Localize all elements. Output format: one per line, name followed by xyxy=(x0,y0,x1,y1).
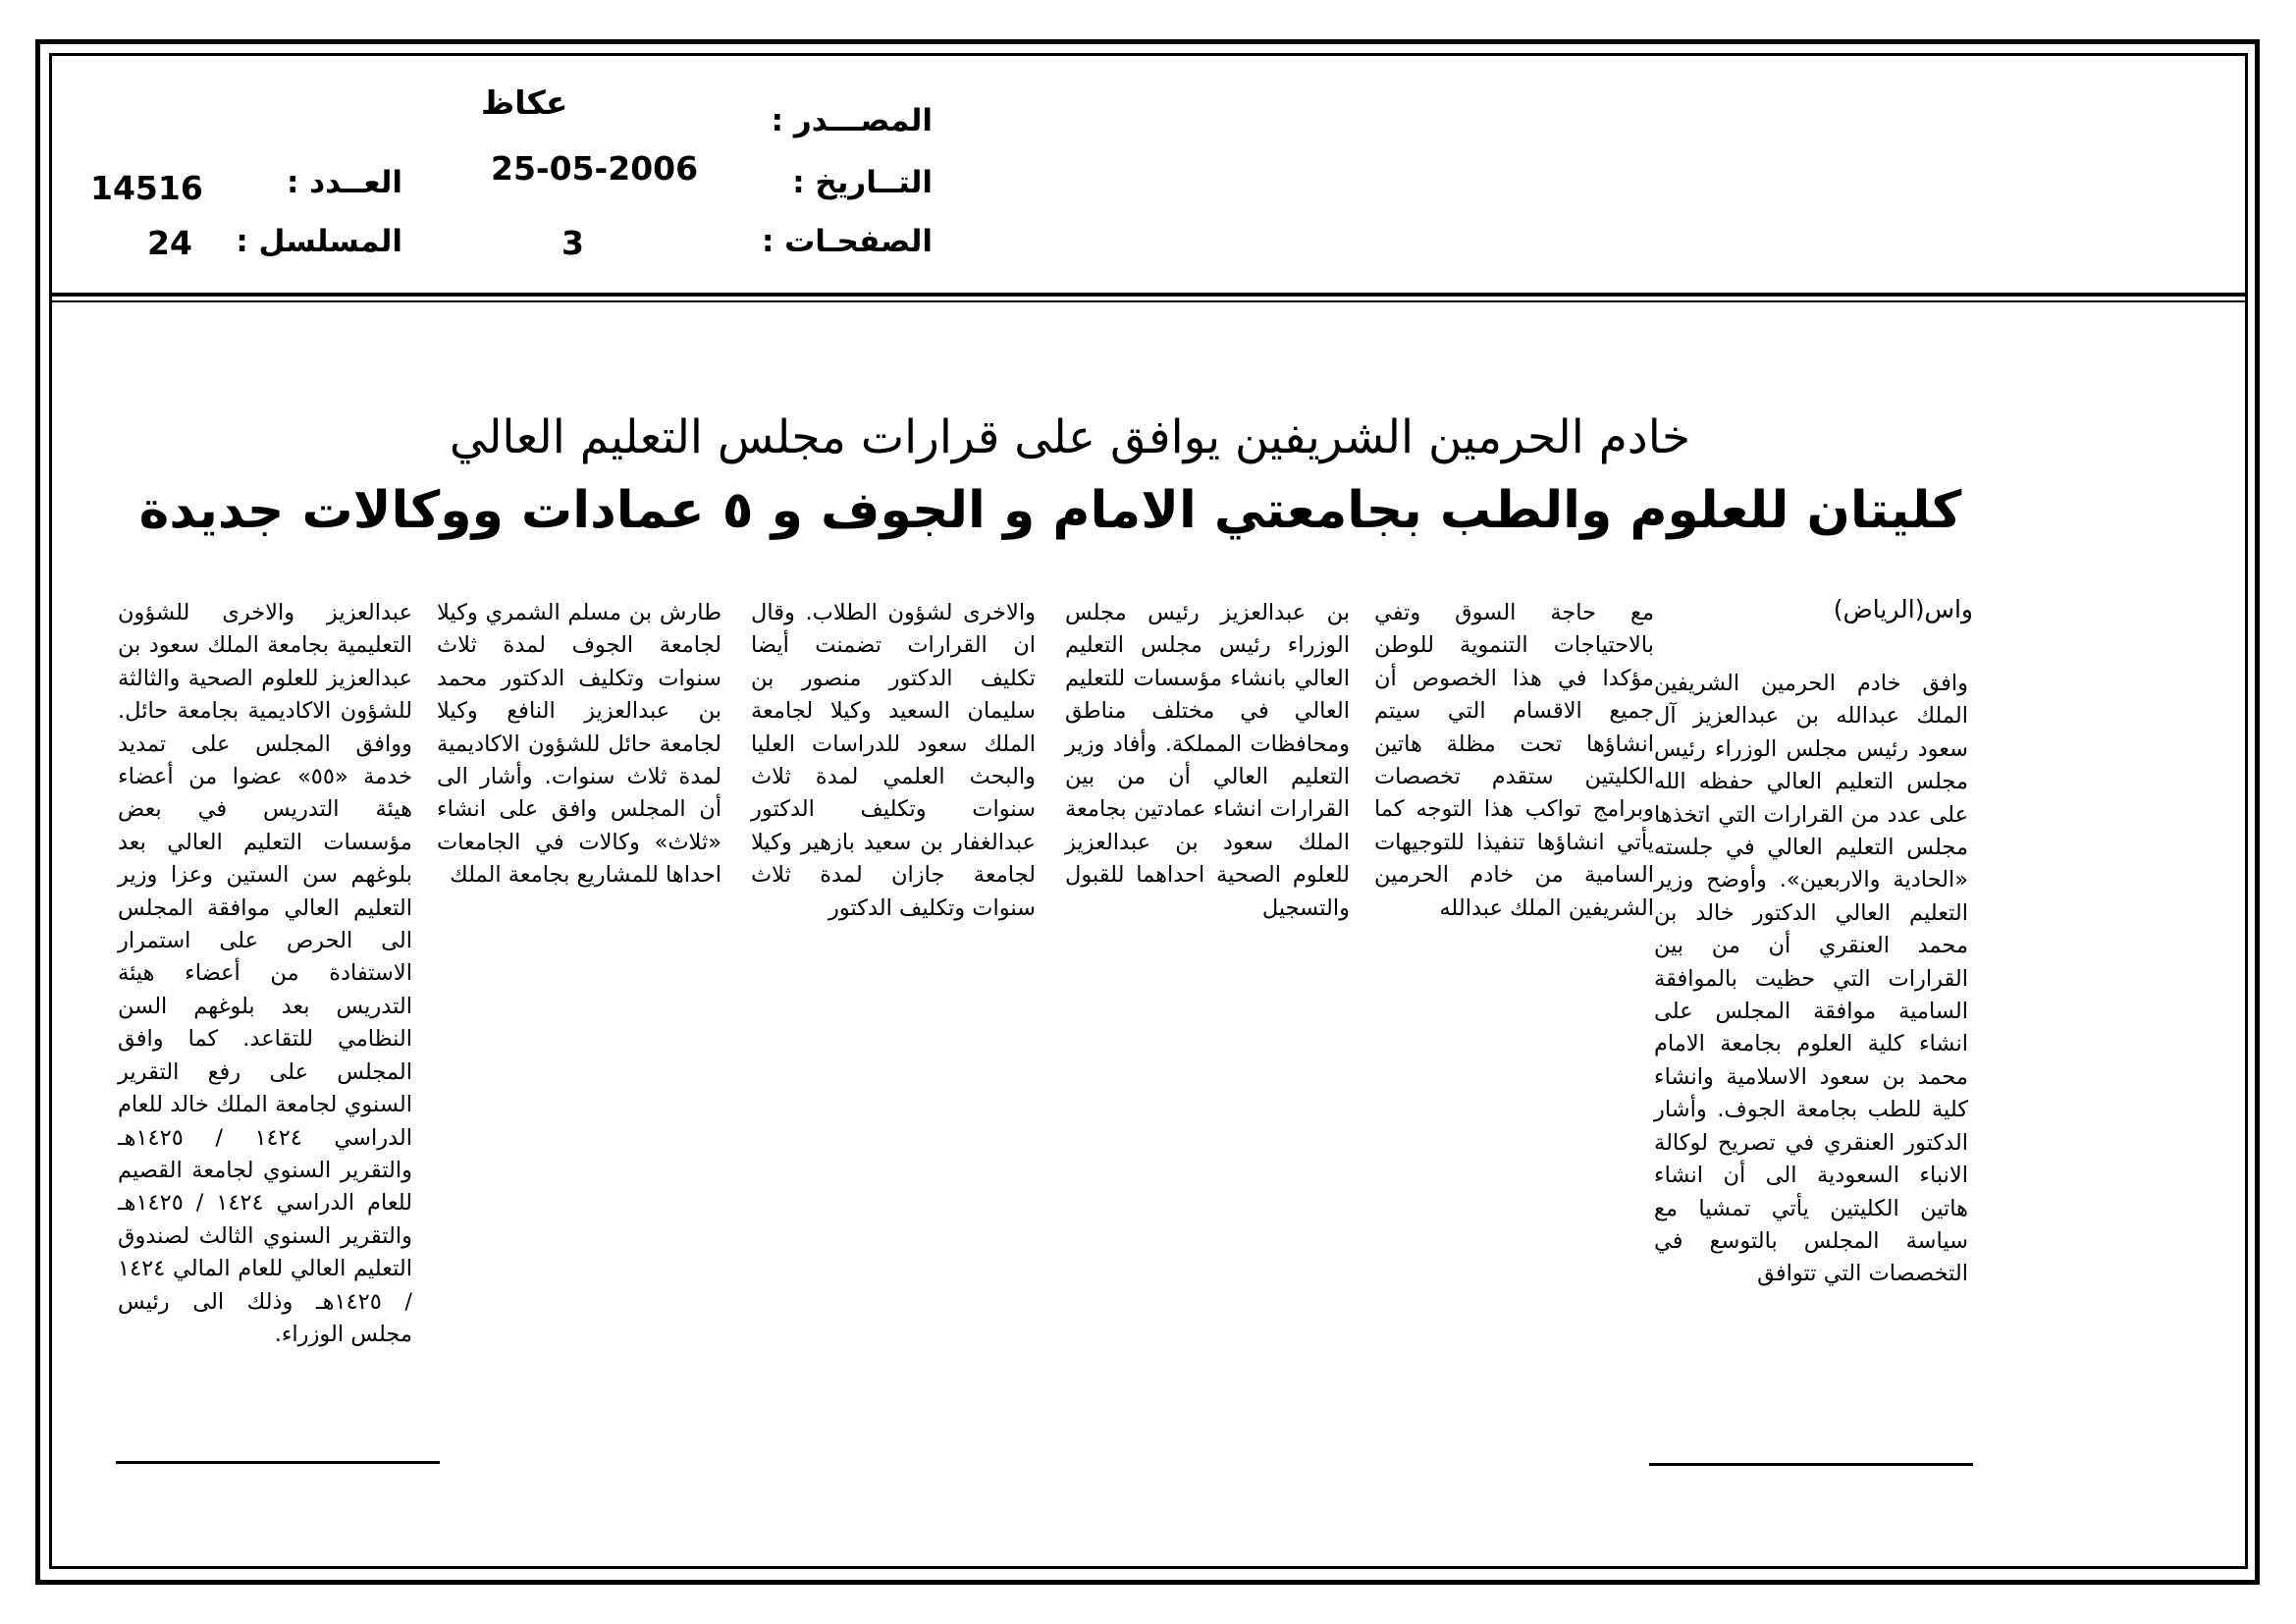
issue-label: العــدد : xyxy=(287,165,402,200)
article-dateline: واس(الرياض) xyxy=(1833,595,1973,623)
article-column-2: مع حاجة السوق وتفي بالاحتياجات التنموية للوطن مؤكدا في هذا الخصوص أن جميع الاقسام التي سيتم انشاؤها تحت مظلة هاتين الكليتين ستقدم تخصصات وبرامج تواكب هذا التوجه كما يأتي انشاؤها تنفيذا للتوجيهات السامية من خادم الحرمين الشريفين الملك عبدالله xyxy=(1374,600,1654,921)
article-column-4: والاخرى لشؤون الطلاب. وقال ان القرارات تضمنت أيضا تكليف الدكتور منصور بن سليمان السعيد وكيلا لجامعة الملك سعود للدراسات العليا والبحث العلمي لمدة ثلاث سنوات وتكليف الدكتور عبدالغفار بن سعيد بازهير وكيلا لجامعة جازان لمدة ثلاث سنوات وتكليف الدكتور xyxy=(751,600,1036,921)
pages-label: الصفحـات : xyxy=(761,224,933,259)
issue-value: 14516 xyxy=(90,169,203,207)
article-headline: كليتان للعلوم والطب بجامعتي الامام و الجوف و ٥ عمادات ووكالات جديدة xyxy=(138,481,1962,540)
article-kicker: خادم الحرمين الشريفين يوافق على قرارات مجلس التعليم العالي xyxy=(449,410,1691,464)
article-column-5: طارش بن مسلم الشمري وكيلا لجامعة الجوف لمدة ثلاث سنوات وتكليف الدكتور محمد بن عبدالعزيز النافع وكيلا لجامعة حائل للشؤون الاكاديمية لمدة ثلاث سنوات. وأشار الى أن المجلس وافق على انشاء «ثلاث» وكالات في الجامعات احداها للمشاريع بجامعة الملك xyxy=(437,600,721,889)
date-label: التــاريخ : xyxy=(792,165,933,200)
article-column-1: وافق خادم الحرمين الشريفين الملك عبدالله بن عبدالعزيز آل سعود رئيس مجلس الوزراء رئيس مجلس التعليم العالي حفظه الله على عدد من القرارات التي اتخذها مجلس التعليم العالي في جلسته «الحادية والاربعين». وأوضح وزير التعليم العالي الدكتور خالد بن محمد العنقري أن من بين القرارات التي حظيت بالموافقة السامية موافقة المجلس على انشاء كلية العلوم بجامعة الامام محمد بن سعود الاسلامية وانشاء كلية للطب بجامعة الجوف. وأشار الدكتور العنقري في تصريح لوكالة الانباء السعودية الى أن انشاء هاتين الكليتين يأتي تمشيا مع سياسة المجلس بالتوسع في التخصصات التي تتوافق xyxy=(1654,671,1968,1287)
source-value: عكاظ xyxy=(481,83,568,122)
pages-value: 3 xyxy=(561,224,584,262)
date-value: 25-05-2006 xyxy=(491,149,699,188)
column-end-rule-left xyxy=(116,1461,440,1464)
serial-label: المسلسل : xyxy=(236,224,402,259)
header-divider-thin xyxy=(49,300,2248,302)
source-label: المصـــدر : xyxy=(771,103,933,138)
serial-value: 24 xyxy=(147,224,192,262)
article-column-6: عبدالعزيز والاخرى للشؤون التعليمية بجامعة الملك سعود بن عبدالعزيز للعلوم الصحية والثالثة للشؤون الاكاديمية بجامعة حائل. ووافق المجلس على تمديد خدمة «٥٥» عضوا من أعضاء هيئة التدريس في بعض مؤسسات التعليم العالي بعد بلوغهم سن الستين وعزا وزير التعليم العالي موافقة المجلس الى الحرص على استمرار الاستفادة من أعضاء هيئة التدريس بعد بلوغهم السن النظامي للتقاعد. كما وافق المجلس على رفع التقرير السنوي لجامعة الملك خالد للعام الدراسي ١٤٢٤ / ١٤٢٥هـ والتقرير السنوي لجامعة القصيم للعام الدراسي ١٤٢٤ / ١٤٢٥هـ والتقرير السنوي الثالث لصندوق التعليم العالي للعام المالي ١٤٢٤ / ١٤٢٥هـ وذلك الى رئيس مجلس الوزراء. xyxy=(118,600,412,1347)
header-divider xyxy=(49,293,2248,297)
article-column-3: بن عبدالعزيز رئيس مجلس الوزراء رئيس مجلس التعليم العالي بانشاء مؤسسات للتعليم العالي في مختلف مناطق ومحافظات المملكة. وأفاد وزير التعليم العالي أن من بين القرارات انشاء عمادتين بجامعة الملك سعود بن عبدالعزيز للعلوم الصحية احداهما للقبول والتسجيل xyxy=(1065,600,1350,921)
column-end-rule-right xyxy=(1649,1463,1973,1466)
